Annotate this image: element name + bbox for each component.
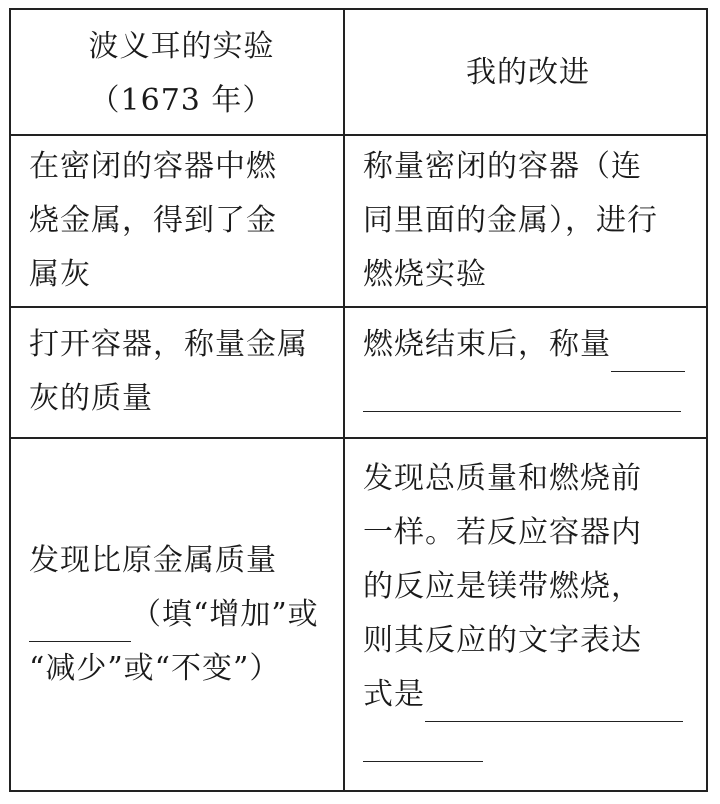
row3-right-line: 则其反应的文字表达 (363, 623, 642, 658)
answer-blank[interactable] (363, 383, 681, 412)
row3-left-line: “减少”或“不变”） (29, 651, 281, 686)
answer-blank[interactable] (425, 693, 683, 722)
row2-left-line: 打开容器，称量金属 (29, 327, 308, 362)
row2-right (363, 318, 693, 426)
row2-left-line: 灰的质量 (29, 381, 153, 416)
row3-right-line: 发现总质量和燃烧前 (363, 461, 642, 496)
experiment-table (9, 8, 708, 792)
header-left (29, 20, 334, 128)
answer-blank[interactable] (611, 343, 685, 372)
row3-right-blank-line (363, 722, 693, 776)
row3-right-line: 一样。若反应容器内 (363, 515, 642, 550)
row-divider-2 (11, 306, 706, 308)
row1-right-line: 同里面的金属），进行 (363, 203, 658, 238)
row3-right-line: 的反应是镁带燃烧， (363, 569, 642, 604)
header-left-year: （1673 年） (89, 83, 274, 118)
row2-right-text: 燃烧结束后，称量 (363, 327, 611, 362)
row1-right (363, 140, 693, 302)
row3-right-text: 式是 (363, 677, 425, 712)
column-divider (343, 10, 345, 790)
row1-left (29, 140, 334, 302)
row3-right-line (363, 668, 693, 722)
row2-right-line (363, 318, 693, 372)
row1-right-line: 称量密闭的容器（连 (363, 149, 642, 184)
row-divider-3 (11, 437, 706, 439)
header-right: 我的改进 (466, 55, 590, 90)
row1-left-line: 烧金属，得到了金 (29, 203, 277, 238)
header-left-title: 波义耳的实验 (88, 29, 275, 64)
row3-right (363, 452, 693, 776)
answer-blank[interactable] (363, 733, 483, 762)
row3-left-line: 发现比原金属质量 (29, 543, 277, 578)
row1-left-line: 在密闭的容器中燃 (29, 149, 277, 184)
row3-left (29, 534, 334, 696)
row-divider-1 (11, 134, 706, 136)
row1-right-line: 燃烧实验 (363, 257, 487, 292)
row2-right-blank-line (363, 372, 693, 426)
row1-left-line: 属灰 (29, 257, 91, 292)
row3-left-line (29, 588, 334, 642)
answer-blank[interactable] (29, 613, 131, 642)
row2-left (29, 318, 334, 426)
row3-left-text: （填“增加”或 (131, 597, 319, 632)
